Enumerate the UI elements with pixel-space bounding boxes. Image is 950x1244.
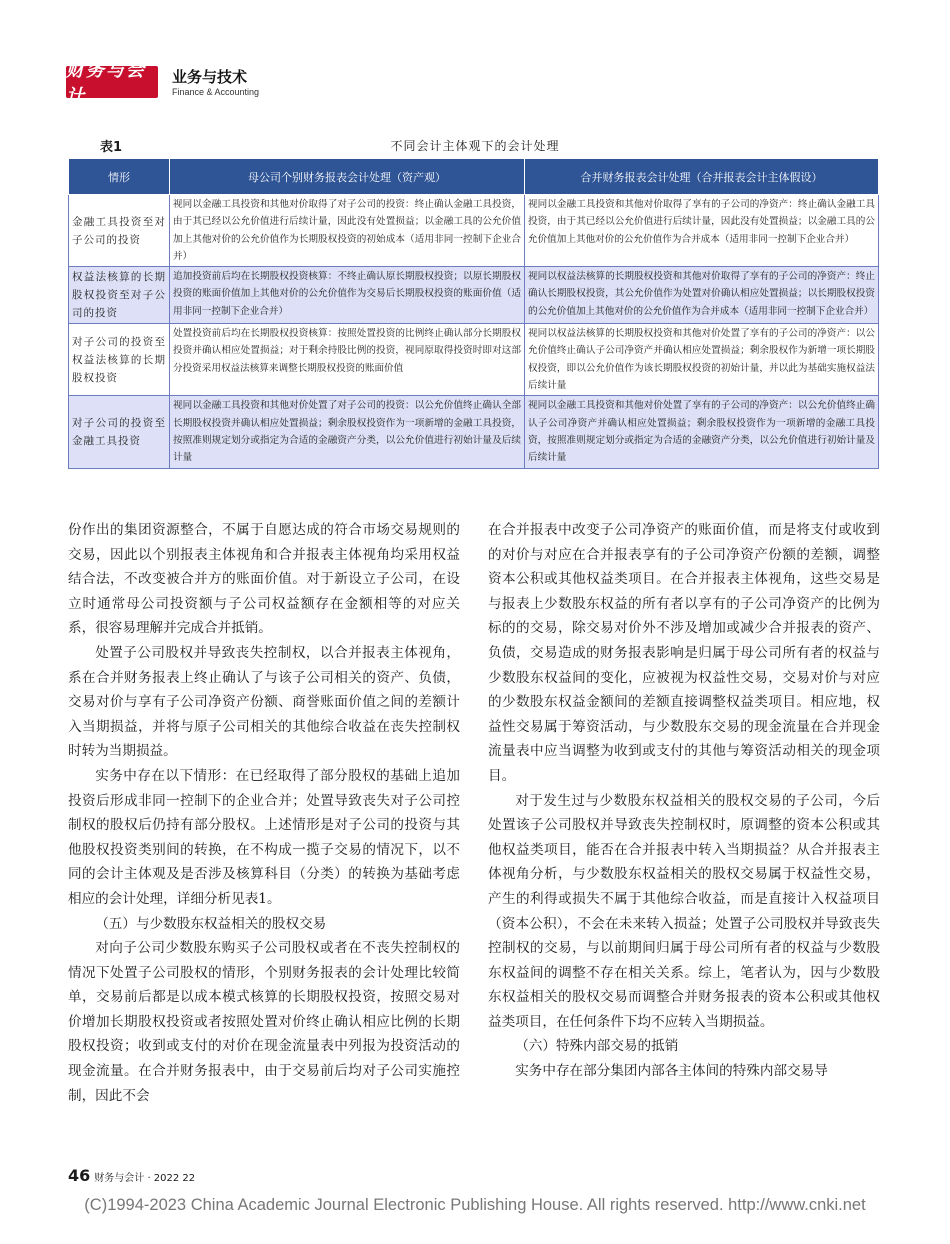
separate-cell: 视同以金融工具投资和其他对价处置了对子公司的投资：以公允价值终止确认全部长期股权投资并确认相应处置损益；剩余股权投资作为一项新增的金融工具投资，按照准则规定划分或指定为合适的金融资产分类，以公允价值进行初始计量及后续计量	[170, 396, 525, 468]
table-caption: 不同会计主体观下的会计处理	[390, 139, 560, 153]
header-consolidated: 合并财务报表会计处理（合并报表会计主体假设）	[525, 159, 879, 195]
paragraph: 在合并报表中改变子公司净资产的账面价值，而是将支付或收到的对价与对应在合并报表享有的子公司净资产份额的差额，调整资本公积或其他权益类项目。在合并报表主体视角，这些交易是与报表上少数股东权益的所有者以享有的子公司净资产的比例为标的的交易，除交易对价外不涉及增加或减少合并报表的资产、负债，交易造成的财务报表影响是归属于母公司所有者的权益与少数股东权益间的变化，应被视为权益性交易，交易对价与对应的少数股东权益金额间的差额直接调整权益类项目。相应地，权益性交易属于筹资活动，与少数股东交易的现金流量在合并现金流量表中应当调整为收到或支付的其他与筹资活动相关的现金项目。	[488, 522, 880, 784]
case-cell: 权益法核算的长期股权投资至对子公司的投资	[69, 267, 170, 324]
table-header-row	[69, 159, 879, 195]
copyright-line: (C)1994-2023 China Academic Journal Electronic Publishing House. All rights reserved. http://www.cnki.net	[84, 1196, 866, 1214]
consolidated-cell: 视同以权益法核算的长期股权投资和其他对价取得了享有的子公司的净资产：终止确认长期股权投资，其公允价值作为处置对价确认相应处置损益；以长期股权投资的公允价值加上其他对价的公允价值作为合并成本（适用非同一控制下企业合并）	[525, 267, 879, 324]
separate-cell: 视同以金融工具投资和其他对价取得了对子公司的投资：终止确认金融工具投资，由于其已经以公允价值进行后续计量，因此没有处置损益；以金融工具的公允价值加上其他对价的公允价值作为长期股权投资的初始成本（适用非同一控制下企业合并）	[170, 195, 525, 267]
paragraph: 处置子公司股权并导致丧失控制权，以合并报表主体视角，系在合并财务报表上终止确认了与该子公司相关的资产、负债，交易对价与享有子公司净资产份额、商誉账面价值之间的差额计入当期损益，并将与原子公司相关的其他综合收益在丧失控制权时转为当期损益。	[68, 644, 460, 760]
paragraph: 对向子公司少数股东购买子公司股权或者在不丧失控制权的情况下处置子公司股权的情形，个别财务报表的会计处理比较简单，交易前后都是以成本模式核算的长期股权投资，按照交易对价增加长期股权投资或者按照处置对价终止确认相应比例的长期股权投资；收到或支付的对价在现金流量表中列报为投资活动的现金流量。在合并财务报表中，由于交易前后均对子公司实施控制，因此不会	[68, 940, 460, 1104]
separate-cell: 追加投资前后均在长期股权投资核算：不终止确认原长期股权投资；以原长期股权投资的账面价值加上其他对价的公允价值作为交易后长期股权投资的账面价值（适用非同一控制下企业合并）	[170, 267, 525, 324]
right-column	[488, 518, 880, 1084]
consolidated-cell: 视同以金融工具投资和其他对价取得了享有的子公司的净资产：终止确认金融工具投资，由于其已经以公允价值进行后续计量，因此没有处置损益；以金融工具的公允价值加上其他对价的公允价值作为合并成本（适用非同一控制下企业合并）	[525, 195, 879, 267]
section-heading: （六）特殊内部交易的抵销	[515, 1038, 679, 1055]
case-cell: 对子公司的投资至权益法核算的长期股权投资	[69, 324, 170, 396]
table-row	[69, 267, 879, 324]
paragraph: 对于发生过与少数股东权益相关的股权交易的子公司，今后处置该子公司股权并导致丧失控制权时，原调整的资本公积或其他权益类项目，能否在合并报表中转入当期损益？从合并报表主体视角分析，与少数股东权益相关的股权交易属于权益性交易，产生的利得或损失不属于其他综合收益，而是直接计入权益项目（资本公积），不会在未来转入损益；处置子公司股权并导致丧失控制权的交易，与以前期间归属于母公司所有者的权益与少数股东权益间的调整不存在相关关系。综上，笔者认为，因与少数股东权益相关的股权交易而调整合并财务报表的资本公积或其他权益类项目，在任何条件下均不应转入当期损益。	[488, 792, 880, 1030]
case-cell: 金融工具投资至对子公司的投资	[69, 195, 170, 267]
journal-issue: 财务与会计 · 2022 22	[94, 1173, 196, 1184]
paragraph: 份作出的集团资源整合，不属于自愿达成的符合市场交易规则的交易，因此以个别报表主体视角和合并报表主体视角均采用权益结合法，不改变被合并方的账面价值。对于新设立子公司，在设立时通常母公司投资额与子公司权益额存在金额相等的对应关系，很容易理解并完成合并抵销。	[68, 522, 460, 637]
table-row	[69, 396, 879, 468]
page-footer	[68, 1166, 195, 1185]
table-number: 表1	[100, 140, 123, 155]
journal-logo	[66, 60, 158, 107]
paragraph: 实务中存在以下情形：在已经取得了部分股权的基础上追加投资后形成非同一控制下的企业合并；处置导致丧失对子公司控制权的股权后仍持有部分股权。上述情形是对子公司的投资与其他股权投资类别间的转换，在不构成一揽子交易的情况下，以不同的会计主体观及是否涉及核算科目（分类）的转换为基础考虑相应的会计处理，详细分析见表1。	[68, 767, 460, 907]
separate-cell: 处置投资前后均在长期股权投资核算：按照处置投资的比例终止确认部分长期股权投资并确认相应处置损益；对于剩余持股比例的投资，视同原取得投资时即对这部分投资采用权益法核算来调整长期股权投资的账面价值	[170, 324, 525, 396]
section-subtitle: Finance & Accounting	[172, 87, 260, 97]
section-heading: （五）与少数股东权益相关的股权交易	[95, 915, 327, 932]
page-number: 46	[68, 1166, 91, 1185]
left-column	[68, 518, 460, 1108]
section-title: 业务与技术	[172, 68, 248, 86]
consolidated-cell: 视同以金融工具投资和其他对价处置了享有的子公司的净资产：以公允价值终止确认子公司净资产并确认相应处置损益；剩余股权投资作为一项新增的金融工具投资，按照准则规定划分或指定为合适的金融资产分类，以公允价值进行初始计量及后续计量	[525, 396, 879, 468]
paragraph: 实务中存在部分集团内部各主体间的特殊内部交易导	[515, 1063, 828, 1080]
table-row	[69, 195, 879, 267]
accounting-treatment-table	[68, 158, 879, 469]
case-cell: 对子公司的投资至金融工具投资	[69, 396, 170, 468]
header-case: 情形	[69, 159, 170, 195]
table-row	[69, 324, 879, 396]
journal-logo-text: 财务与会计	[66, 60, 146, 107]
consolidated-cell: 视同以权益法核算的长期股权投资和其他对价处置了享有的子公司的净资产：以公允价值终止确认子公司净资产并确认相应处置损益；剩余股权作为新增一项长期股权投资，即以公允价值作为该长期股权投资的初始计量，并以此为基础实施权益法后续计量	[525, 324, 879, 396]
header-separate: 母公司个别财务报表会计处理（资产观）	[170, 159, 525, 195]
